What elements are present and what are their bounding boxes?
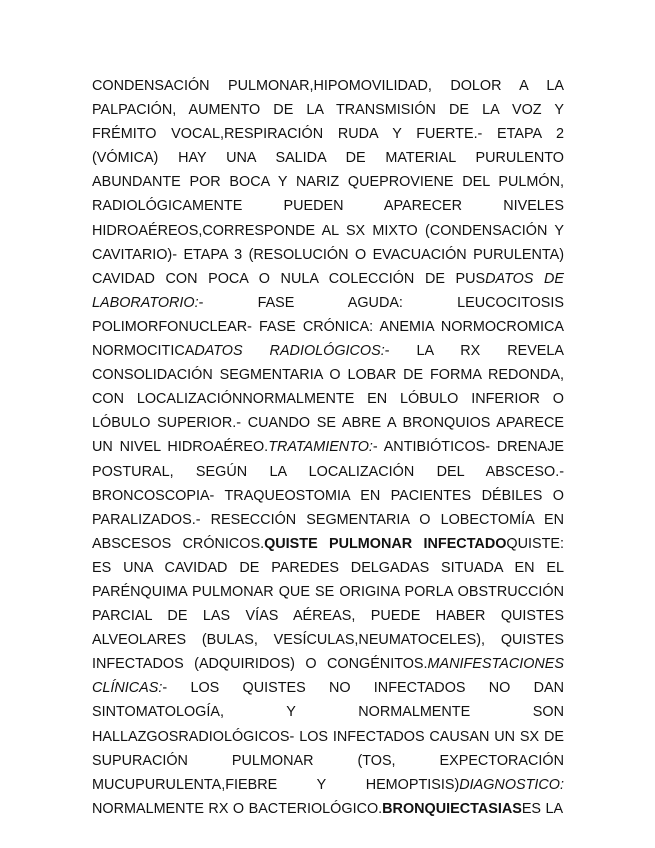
heading-diagnostico: DIAGNOSTICO: <box>459 776 564 793</box>
text-segment: ES LA <box>521 800 564 817</box>
text-segment: QUISTE: ES UNA CAVIDAD DE PAREDES DELGADAS SITUADA EN EL PARÉNQUIMA PULMONAR QUE SE ORIGINA PORLA OBSTRUCCIÓN PARCIAL DE LAS VÍAS AÉREAS, PUEDE HABER QUISTES ALVEOLARES (BULAS, VESÍCULAS,NEUMATOCELES), QUISTES INFECTADOS (ADQUIRIDOS) O CONGÉNITOS. <box>92 535 564 673</box>
body-paragraph <box>92 74 564 821</box>
heading-manifestaciones-clinicas: MANIFESTACIONES CLÍNICAS: <box>92 656 564 697</box>
heading-datos-laboratorio: DATOS DE LABORATORIO: <box>92 270 564 311</box>
heading-tratamiento: TRATAMIENTO: <box>268 439 373 456</box>
text-segment: NORMALMENTE RX O BACTERIOLÓGICO. <box>92 800 383 817</box>
heading-datos-radiologicos: DATOS RADIOLÓGICOS: <box>194 343 385 360</box>
text-segment: - LA RX REVELA CONSOLIDACIÓN SEGMENTARIA O LOBAR DE FORMA REDONDA, CON LOCALIZACIÓNNORMALMENTE EN LÓBULO INFERIOR O LÓBULO SUPERIOR.- CUANDO SE ABRE A BRONQUIOS APARECE UN NIVEL HIDROAÉREO. <box>92 343 565 456</box>
text-segment: - ANTIBIÓTICOS- DRENAJE POSTURAL, SEGÚN LA LOCALIZACIÓN DEL ABSCESO.- BRONCOSCOPIA- TRAQUEOSTOMIA EN PACIENTES DÉBILES O PARALIZADOS.- RESECCIÓN SEGMENTARIA O LOBECTOMÍA EN ABSCESOS CRÓNICOS. <box>92 439 565 552</box>
text-segment: CONDENSACIÓN PULMONAR,HIPOMOVILIDAD, DOLOR A LA PALPACIÓN, AUMENTO DE LA TRANSMISIÓN DE LA VOZ Y FRÉMITO VOCAL,RESPIRACIÓN RUDA Y FUERTE.- ETAPA 2 (VÓMICA) HAY UNA SALIDA DE MATERIAL PURULENTO ABUNDANTE POR BOCA Y NARIZ QUEPROVIENE DEL PULMÓN, RADIOLÓGICAMENTE PUEDEN APARECER NIVELES HIDROAÉREOS,CORRESPONDE AL SX MIXTO (CONDENSACIÓN Y CAVITARIO)- ETAPA 3 (RESOLUCIÓN O EVACUACIÓN PURULENTA) CAVIDAD CON POCA O NULA COLECCIÓN DE PUS <box>92 78 564 287</box>
text-segment: - LOS QUISTES NO INFECTADOS NO DAN SINTOMATOLOGÍA, Y NORMALMENTE SON HALLAZGOSRADIOLÓGICOS- LOS INFECTADOS CAUSAN UN SX DE SUPURACIÓN PULMONAR (TOS, EXPECTORACIÓN MUCUPURULENTA,FIEBRE Y HEMOPTISIS) <box>92 680 564 793</box>
heading-bronquiectasias: BRONQUIECTASIAS <box>382 800 522 817</box>
document-page <box>92 74 564 821</box>
heading-quiste-pulmonar-infectado: QUISTE PULMONAR INFECTADO <box>264 535 507 552</box>
text-segment: - FASE AGUDA: LEUCOCITOSIS POLIMORFONUCLEAR- FASE CRÓNICA: ANEMIA NORMOCROMICA NORMOCITICA <box>92 294 564 360</box>
